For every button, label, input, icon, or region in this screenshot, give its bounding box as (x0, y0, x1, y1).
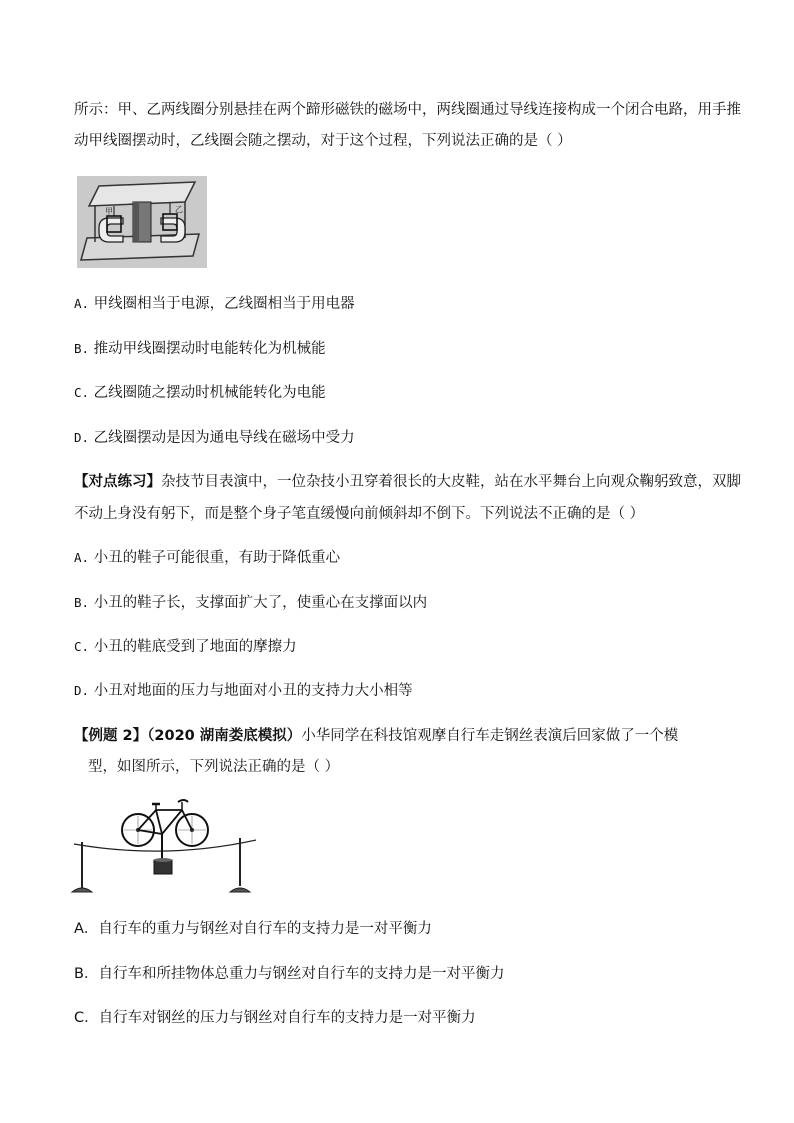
option-letter: A． (74, 921, 99, 937)
practice-option-d (74, 681, 734, 701)
option-letter: D. (74, 430, 90, 445)
practice-tag: 【对点练习】 (74, 474, 161, 490)
example2-tag: 【例题 2】（2020 湖南娄底模拟） (74, 728, 302, 744)
option-letter: B． (74, 966, 99, 982)
bicycle-wire-figure (70, 792, 260, 896)
option-text: 小丑的鞋子长，支撑面扩大了，使重心在支撑面以内 (93, 595, 428, 611)
option-text: 自行车对钢丝的压力与钢丝对自行车的支持力是一对平衡力 (98, 1010, 476, 1026)
practice-option-a (74, 548, 734, 568)
q1-stem-line-2: 动甲线圈摆动时，乙线圈会随之摆动，对于这个过程，下列说法正确的是（ ） (74, 133, 572, 149)
practice-stem-text: 杂技节目表演中，一位杂技小丑穿着很长的大皮鞋，站在水平舞台上向观众鞠躬致意，双脚 (161, 474, 741, 490)
option-text: 甲线圈相当于电源，乙线圈相当于用电器 (93, 296, 355, 312)
option-text: 自行车和所挂物体总重力与钢丝对自行车的支持力是一对平衡力 (98, 966, 505, 982)
label-yi: 乙 (175, 205, 183, 214)
example2-stem-text: 小华同学在科技馆观摩自行车走钢丝表演后回家做了一个模 (301, 728, 679, 744)
example2-option-b (74, 964, 734, 984)
q1-option-d (74, 428, 734, 448)
option-letter: B. (74, 341, 90, 356)
coils-magnet-drawing (77, 176, 207, 268)
option-text: 乙线圈随之摆动时机械能转化为电能 (93, 385, 326, 401)
q1-option-b (74, 339, 734, 359)
bicycle-wire-drawing (70, 792, 260, 896)
option-text: 自行车的重力与钢丝对自行车的支持力是一对平衡力 (98, 921, 432, 937)
option-letter: C. (74, 639, 90, 654)
example2-stem-line-1 (74, 726, 734, 746)
practice-option-c (74, 637, 734, 657)
practice-stem-line-2: 不动上身没有躬下，而是整个身子笔直缓慢向前倾斜却不倒下。下列说法不正确的是（ ） (74, 506, 645, 522)
example2-stem-line-2: 型，如图所示，下列说法正确的是（ ） (88, 759, 340, 775)
option-letter: A. (74, 550, 90, 565)
example2-option-c (74, 1008, 734, 1028)
option-letter: C． (74, 1010, 99, 1026)
practice-option-b (74, 593, 734, 613)
option-text: 小丑对地面的压力与地面对小丑的支持力大小相等 (93, 683, 413, 699)
q1-stem-line-1: 所示：甲、乙两线圈分别悬挂在两个蹄形磁铁的磁场中，两线圈通过导线连接构成一个闭合电路，用手推 (74, 102, 741, 118)
option-text: 小丑的鞋底受到了地面的摩擦力 (93, 639, 297, 655)
option-text: 小丑的鞋子可能很重，有助于降低重心 (93, 550, 341, 566)
q1-option-a (74, 294, 734, 314)
option-letter: A. (74, 296, 90, 311)
coils-magnet-figure (77, 176, 207, 268)
option-text: 乙线圈摆动是因为通电导线在磁场中受力 (93, 430, 355, 446)
q1-option-c (74, 383, 734, 403)
label-jia: 甲 (105, 207, 113, 216)
example2-option-a (74, 919, 734, 939)
practice-stem-line-1 (74, 472, 741, 492)
option-letter: C. (74, 385, 90, 400)
option-letter: D. (74, 683, 90, 698)
option-letter: B. (74, 595, 90, 610)
option-text: 推动甲线圈摆动时电能转化为机械能 (93, 341, 326, 357)
